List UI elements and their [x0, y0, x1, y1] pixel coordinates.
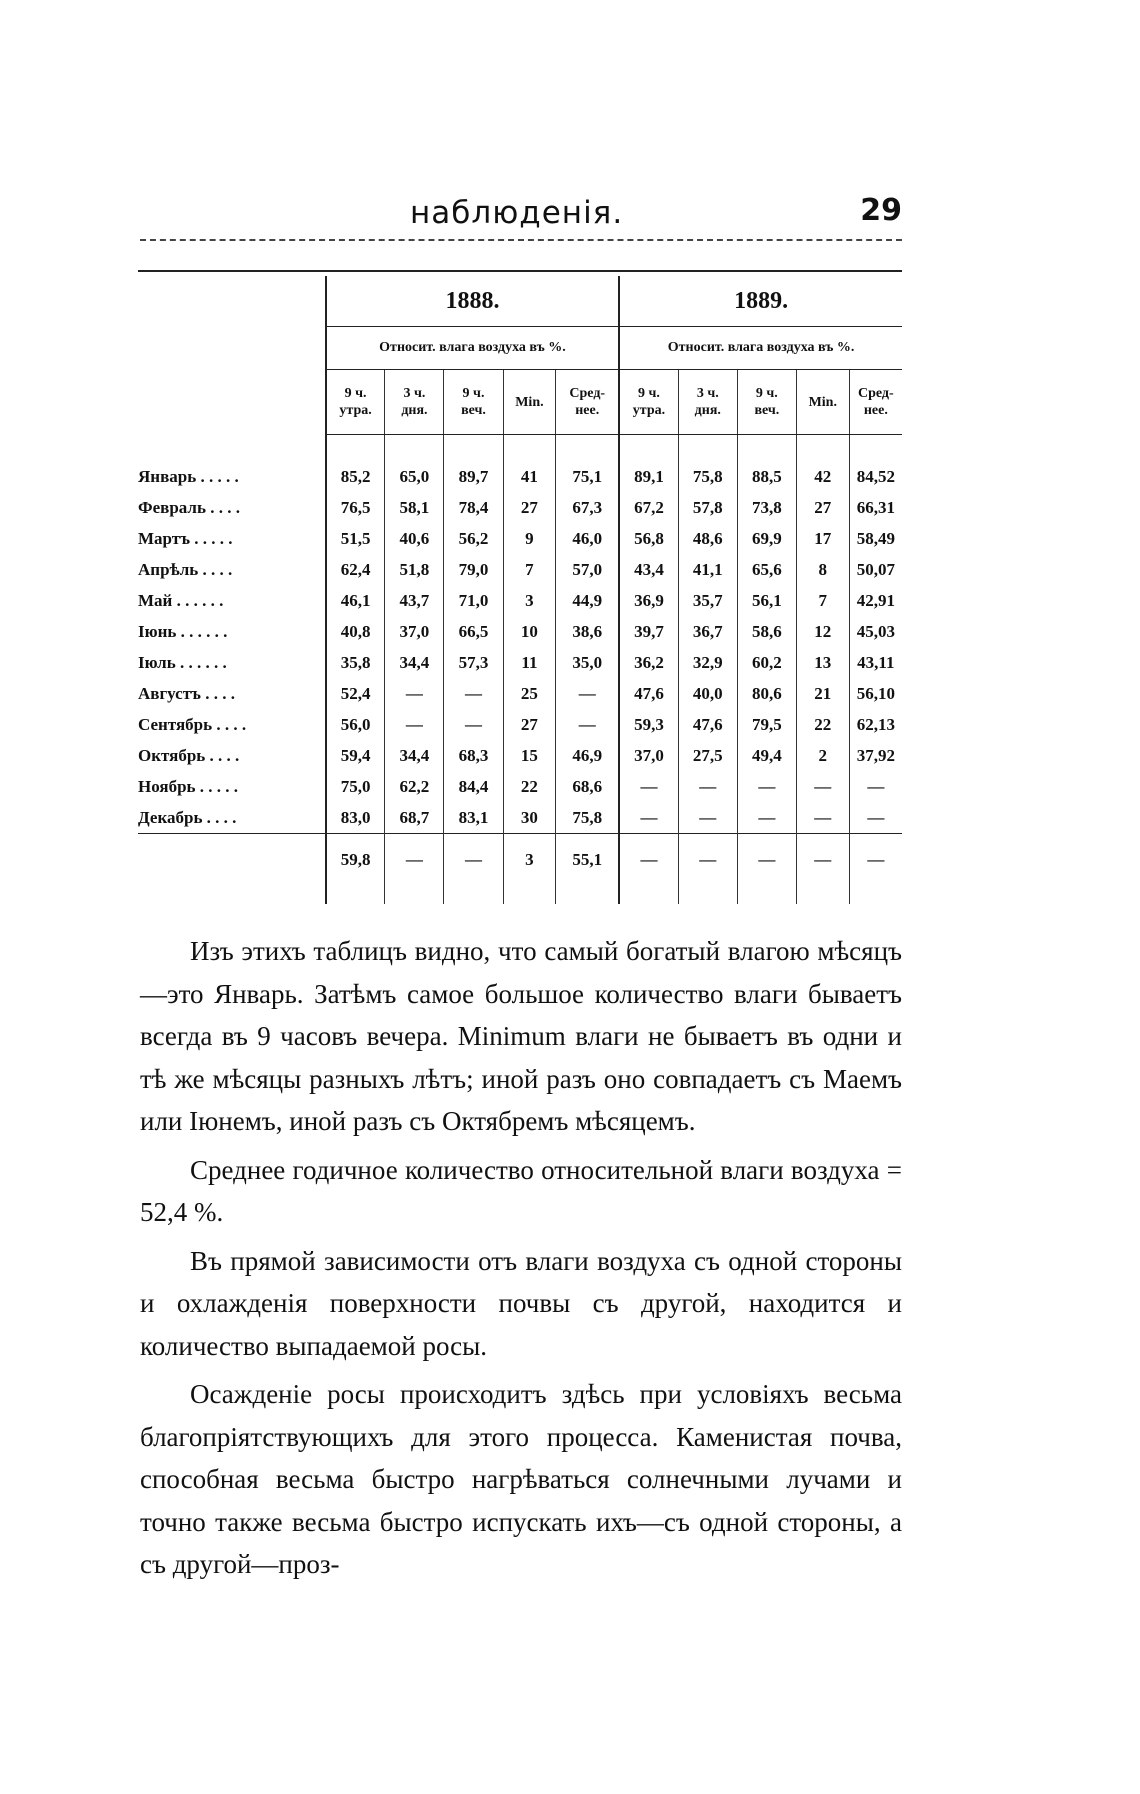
table-cell: — — [796, 802, 849, 834]
table-cell: 25 — [503, 678, 556, 709]
column-header-line-1: Сред- — [569, 386, 606, 401]
month-label: Декабрь . . . . — [138, 807, 237, 827]
summary-label-blank — [138, 834, 326, 887]
table-cell: 10 — [503, 616, 556, 647]
table-cell: 17 — [796, 523, 849, 554]
table-cell: 50,07 — [849, 554, 902, 585]
table-cell: 56,2 — [444, 523, 503, 554]
table-cell: 57,8 — [678, 492, 737, 523]
gap-cell — [796, 886, 849, 904]
table-cell: 80,6 — [737, 678, 796, 709]
gap-cell — [138, 886, 326, 904]
table-cell: 56,10 — [849, 678, 902, 709]
spacer-cell — [849, 435, 902, 462]
table-cell: 56,0 — [326, 709, 385, 740]
gap-cell — [503, 886, 556, 904]
table-cell: 56,1 — [737, 585, 796, 616]
table-cell: 13 — [796, 647, 849, 678]
table-cell: 37,0 — [619, 740, 678, 771]
table-cell: — — [737, 802, 796, 834]
table-row — [138, 461, 902, 492]
table-cell: 37,92 — [849, 740, 902, 771]
column-header-line-2: дня. — [694, 403, 721, 418]
table-cell: 40,0 — [678, 678, 737, 709]
table-cell: 57,0 — [556, 554, 619, 585]
summary-cell: — — [737, 834, 796, 887]
column-header-line-1: 3 ч. — [403, 386, 426, 401]
table-cell: 84,4 — [444, 771, 503, 802]
spacer-cell — [796, 435, 849, 462]
table-cell: 59,3 — [619, 709, 678, 740]
month-label: Мартъ . . . . . — [138, 528, 233, 548]
month-label: Апрѣль . . . . — [138, 559, 233, 579]
table-row — [138, 678, 902, 709]
summary-cell: — — [619, 834, 678, 887]
table-body — [138, 435, 902, 905]
spacer-cell — [503, 435, 556, 462]
column-header-line-1: 9 ч. — [755, 386, 778, 401]
page-number: 29 — [860, 193, 902, 228]
year-1888: 1888. — [326, 276, 619, 327]
month-label: Октябрь . . . . — [138, 745, 240, 765]
table-cell: — — [678, 802, 737, 834]
column-header — [503, 370, 556, 435]
table-cell: 51,5 — [326, 523, 385, 554]
month-label: Ноябрь . . . . . — [138, 776, 239, 796]
table-cell: 42 — [796, 461, 849, 492]
table-cell: — — [556, 678, 619, 709]
table-cell: 40,8 — [326, 616, 385, 647]
spacer-cell — [619, 435, 678, 462]
humidity-table — [138, 276, 902, 904]
spacer-cell — [556, 435, 619, 462]
table-cell: 62,13 — [849, 709, 902, 740]
column-header-line-2: утра. — [339, 403, 372, 418]
table-cell: 62,4 — [326, 554, 385, 585]
month-label: Августъ . . . . — [138, 683, 235, 703]
table-cell: 75,8 — [678, 461, 737, 492]
table-row — [138, 492, 902, 523]
table-cell: 88,5 — [737, 461, 796, 492]
table-cell: 89,7 — [444, 461, 503, 492]
table-cell: 83,0 — [326, 802, 385, 834]
table-cell: 12 — [796, 616, 849, 647]
body-text — [140, 930, 902, 1586]
table-cell: 40,6 — [385, 523, 444, 554]
table-cell: 36,9 — [619, 585, 678, 616]
table-cell: 59,4 — [326, 740, 385, 771]
table-cell: 75,1 — [556, 461, 619, 492]
table-row — [138, 585, 902, 616]
column-header — [849, 370, 902, 435]
table-cell: 8 — [796, 554, 849, 585]
table-cell: 7 — [796, 585, 849, 616]
table-cell: 3 — [503, 585, 556, 616]
table-cell: 67,2 — [619, 492, 678, 523]
table-cell: 42,91 — [849, 585, 902, 616]
table-cell: 75,8 — [556, 802, 619, 834]
column-header-line-1: Сред- — [857, 386, 894, 401]
summary-cell: 55,1 — [556, 834, 619, 887]
table-cell: 35,7 — [678, 585, 737, 616]
table-cell: 52,4 — [326, 678, 385, 709]
table-cell: 34,4 — [385, 740, 444, 771]
table-cell: 37,0 — [385, 616, 444, 647]
table-cell: 46,1 — [326, 585, 385, 616]
table-cell: 66,5 — [444, 616, 503, 647]
summary-row — [138, 834, 902, 887]
table-cell: 35,8 — [326, 647, 385, 678]
table-cell: 41 — [503, 461, 556, 492]
table-row — [138, 802, 902, 834]
spacer-cell — [737, 435, 796, 462]
table-cell: — — [556, 709, 619, 740]
column-header — [678, 370, 737, 435]
table-row — [138, 554, 902, 585]
table-cell: 89,1 — [619, 461, 678, 492]
table-cell: 58,1 — [385, 492, 444, 523]
table-row — [138, 523, 902, 554]
spacer-cell — [326, 435, 385, 462]
table-cell: — — [619, 802, 678, 834]
column-header-line-1: 3 ч. — [696, 386, 719, 401]
spacer-cell — [678, 435, 737, 462]
table-cell: 30 — [503, 802, 556, 834]
table-cell: 43,11 — [849, 647, 902, 678]
table-cell: 68,3 — [444, 740, 503, 771]
table-cell: 36,2 — [619, 647, 678, 678]
month-label: Іюнь . . . . . . — [138, 621, 228, 641]
table-cell: 68,7 — [385, 802, 444, 834]
table-top-rule — [138, 270, 902, 272]
gap-cell — [444, 886, 503, 904]
summary-cell: — — [849, 834, 902, 887]
table-cell: 57,3 — [444, 647, 503, 678]
table-cell: 34,4 — [385, 647, 444, 678]
month-header-blank — [138, 327, 326, 370]
table-cell: — — [849, 771, 902, 802]
table-cell: 66,31 — [849, 492, 902, 523]
table-cell: 69,9 — [737, 523, 796, 554]
summary-cell: — — [796, 834, 849, 887]
month-label: Май . . . . . . — [138, 590, 224, 610]
body-paragraph: Среднее годичное количество относительной влаги воздуха = 52,4 %. — [140, 1154, 902, 1227]
year-1889: 1889. — [619, 276, 902, 327]
table-cell: 79,0 — [444, 554, 503, 585]
column-header-line-2: веч. — [461, 403, 486, 418]
column-header-line-1: 9 ч. — [462, 386, 485, 401]
table-cell: 78,4 — [444, 492, 503, 523]
month-header-blank — [138, 276, 326, 327]
running-title: наблюденія. — [410, 195, 624, 231]
table-cell: 47,6 — [619, 678, 678, 709]
table-cell: — — [796, 771, 849, 802]
gap-cell — [385, 886, 444, 904]
table-cell: 49,4 — [737, 740, 796, 771]
subtitle-1889: Относит. влага воздуха въ %. — [619, 327, 902, 370]
table-cell: 27 — [503, 709, 556, 740]
table-spacer-row — [138, 435, 902, 462]
table-cell: 22 — [503, 771, 556, 802]
gap-cell — [619, 886, 678, 904]
table-cell: 58,6 — [737, 616, 796, 647]
table-cell: 75,0 — [326, 771, 385, 802]
column-header — [737, 370, 796, 435]
body-paragraph: Осажденіе росы происходитъ здѣсь при условіяхъ весьма благопріятствующихъ для этого процесса. Каменистая почва, способная весьма быстро нагрѣваться солнечными лучами и точно также весьма быстро испускать ихъ—съ одной стороны, а съ другой—проз- — [140, 1379, 902, 1579]
table-cell: 39,7 — [619, 616, 678, 647]
table-cell: 27 — [796, 492, 849, 523]
month-header-blank — [138, 370, 326, 435]
gap-cell — [556, 886, 619, 904]
gap-cell — [849, 886, 902, 904]
column-header-row — [138, 370, 902, 435]
column-header-line-1: Min. — [808, 394, 837, 410]
month-label: Іюль . . . . . . — [138, 652, 227, 672]
summary-cell: — — [678, 834, 737, 887]
table-cell: 62,2 — [385, 771, 444, 802]
table-cell: — — [385, 678, 444, 709]
table-cell: 71,0 — [444, 585, 503, 616]
month-label: Февраль . . . . — [138, 497, 240, 517]
summary-cell: 3 — [503, 834, 556, 887]
table-cell: 46,9 — [556, 740, 619, 771]
table-cell: 84,52 — [849, 461, 902, 492]
column-header — [556, 370, 619, 435]
table-cell: 22 — [796, 709, 849, 740]
table-cell: — — [444, 678, 503, 709]
summary-cell: — — [444, 834, 503, 887]
summary-cell: — — [385, 834, 444, 887]
column-header-line-2: веч. — [754, 403, 780, 418]
month-label: Январь . . . . . — [138, 466, 239, 486]
table-cell: 7 — [503, 554, 556, 585]
subtitle-1888: Относит. влага воздуха въ %. — [326, 327, 619, 370]
table-row — [138, 771, 902, 802]
table-cell: — — [737, 771, 796, 802]
body-paragraph: Изъ этихъ таблицъ видно, что самый богатый влагою мѣсяцъ—это Январь. Затѣмъ самое большое количество влаги бываетъ всегда въ 9 часовъ вечера. Minimum влаги не бываетъ въ одни и тѣ же мѣсяцы разныхъ лѣтъ; иной разъ оно совпадаетъ съ Маемъ или Іюнемъ, иной разъ съ Октябремъ мѣсяцемъ. — [140, 936, 902, 1136]
table-cell: — — [385, 709, 444, 740]
table-cell: — — [678, 771, 737, 802]
table-cell: 51,8 — [385, 554, 444, 585]
table-cell: 58,49 — [849, 523, 902, 554]
table-cell: 85,2 — [326, 461, 385, 492]
table-cell: 56,8 — [619, 523, 678, 554]
month-label: Сентябрь . . . . — [138, 714, 247, 734]
table-cell: 9 — [503, 523, 556, 554]
table-cell: 83,1 — [444, 802, 503, 834]
column-header-line-1: 9 ч. — [638, 386, 660, 401]
body-paragraph: Въ прямой зависимости отъ влаги воздуха съ одной стороны и охлажденія поверхности почвы съ другой, находится и количество выпадаемой росы. — [140, 1245, 902, 1361]
column-header — [385, 370, 444, 435]
table-cell: 27 — [503, 492, 556, 523]
column-header-line-1: Min. — [515, 394, 544, 410]
table-cell: 67,3 — [556, 492, 619, 523]
header-rule — [140, 239, 902, 241]
column-header — [444, 370, 503, 435]
table-cell: 32,9 — [678, 647, 737, 678]
table-cell: 43,7 — [385, 585, 444, 616]
column-header-line-2: нее. — [863, 403, 888, 418]
table-cell: 27,5 — [678, 740, 737, 771]
table-cell: — — [849, 802, 902, 834]
table-cell: 46,0 — [556, 523, 619, 554]
table-cell: 79,5 — [737, 709, 796, 740]
humidity-table-wrap — [138, 270, 902, 904]
table-cell: 36,7 — [678, 616, 737, 647]
table-cell: 41,1 — [678, 554, 737, 585]
table-cell: 68,6 — [556, 771, 619, 802]
gap-cell — [326, 886, 385, 904]
column-header-line-2: дня. — [401, 403, 428, 418]
column-header — [326, 370, 385, 435]
summary-cell: 59,8 — [326, 834, 385, 887]
table-bottom-gap — [138, 886, 902, 904]
table-cell: — — [444, 709, 503, 740]
table-cell: 44,9 — [556, 585, 619, 616]
table-cell: 35,0 — [556, 647, 619, 678]
table-cell: 2 — [796, 740, 849, 771]
table-cell: 15 — [503, 740, 556, 771]
gap-cell — [678, 886, 737, 904]
table-cell: 21 — [796, 678, 849, 709]
table-cell: 48,6 — [678, 523, 737, 554]
table-cell: 73,8 — [737, 492, 796, 523]
spacer-cell — [385, 435, 444, 462]
column-header — [619, 370, 678, 435]
table-row — [138, 709, 902, 740]
table-cell: 65,0 — [385, 461, 444, 492]
table-cell: 60,2 — [737, 647, 796, 678]
table-cell: 65,6 — [737, 554, 796, 585]
table-cell: 47,6 — [678, 709, 737, 740]
table-cell: — — [619, 771, 678, 802]
table-cell: 43,4 — [619, 554, 678, 585]
table-cell: 45,03 — [849, 616, 902, 647]
spacer-cell — [444, 435, 503, 462]
column-header-line-2: нее. — [575, 403, 600, 418]
running-head — [140, 195, 902, 235]
column-header — [796, 370, 849, 435]
table-row — [138, 740, 902, 771]
column-header-line-2: утра. — [632, 403, 666, 418]
table-cell: 76,5 — [326, 492, 385, 523]
spacer-cell — [138, 435, 326, 462]
table-row — [138, 616, 902, 647]
table-row — [138, 647, 902, 678]
gap-cell — [737, 886, 796, 904]
column-header-line-1: 9 ч. — [344, 386, 367, 401]
table-cell: 38,6 — [556, 616, 619, 647]
table-cell: 11 — [503, 647, 556, 678]
